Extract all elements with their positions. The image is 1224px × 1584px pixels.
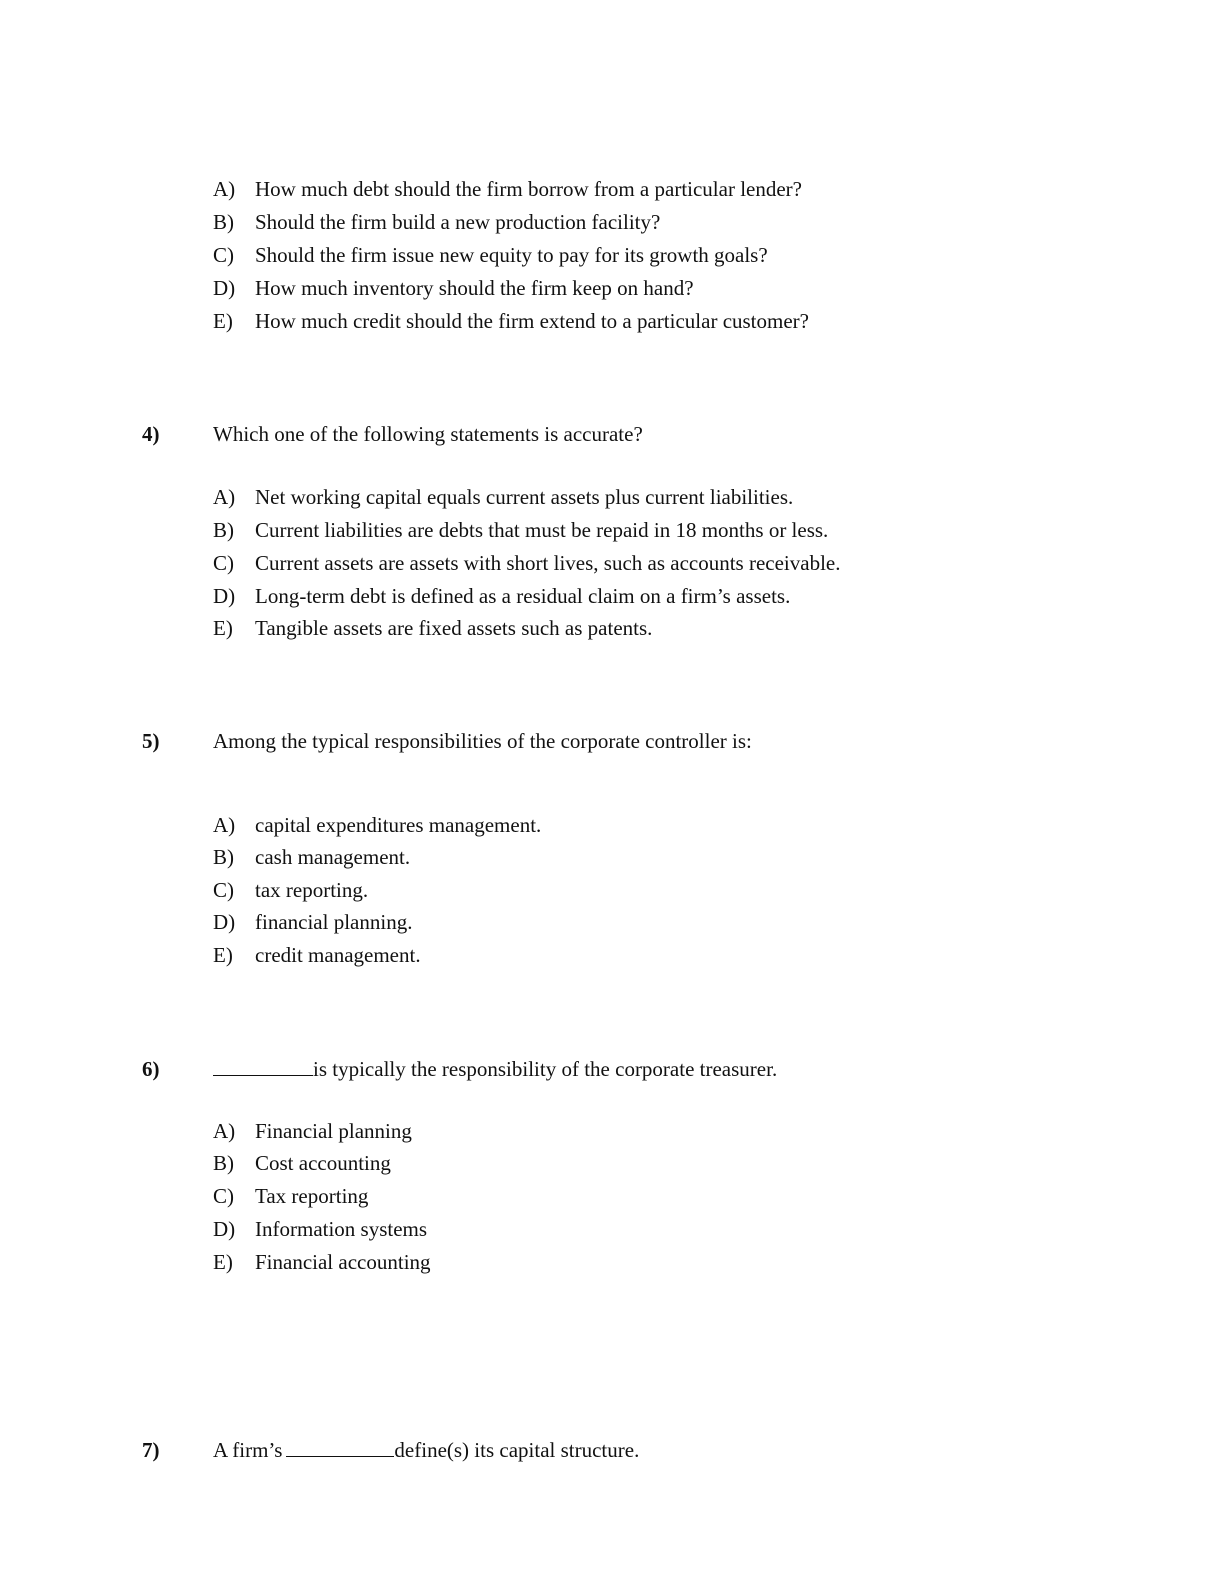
- choice-text: credit management.: [255, 943, 421, 967]
- choice-letter: D): [213, 584, 236, 608]
- choice-letter: E): [213, 943, 233, 967]
- q4-choice-a: [213, 484, 793, 510]
- choice-letter: E): [213, 616, 233, 640]
- choice-text: cash management.: [255, 845, 411, 869]
- choice-letter: B): [213, 210, 234, 234]
- choice-text: Information systems: [255, 1217, 428, 1241]
- choice-letter: C): [213, 243, 234, 267]
- choice-letter: E): [213, 1250, 233, 1274]
- q3-choice-a: [213, 176, 802, 202]
- choice-letter: A): [213, 1119, 236, 1143]
- choice-letter: C): [213, 551, 234, 575]
- choice-letter: E): [213, 309, 233, 333]
- q7-question: [213, 1437, 639, 1463]
- choice-text: Cost accounting: [255, 1151, 391, 1175]
- q4-question: Which one of the following statements is accurate?: [213, 422, 643, 446]
- q5-choice-c: [213, 877, 368, 903]
- choice-letter: B): [213, 1151, 234, 1175]
- q5-choice-a: [213, 812, 541, 838]
- q5-choice-b: [213, 844, 410, 870]
- choice-letter: D): [213, 276, 236, 300]
- q3-choice-b: [213, 209, 660, 235]
- choice-text: Current liabilities are debts that must be repaid in 18 months or less.: [255, 518, 829, 542]
- q6-number: 6): [142, 1057, 160, 1081]
- choice-letter: B): [213, 845, 234, 869]
- q7-number: 7): [142, 1438, 160, 1462]
- q4-choice-c: [213, 550, 841, 576]
- choice-text: financial planning.: [255, 910, 413, 934]
- q6-question: [213, 1056, 777, 1082]
- choice-letter: C): [213, 878, 234, 902]
- q5-question: Among the typical responsibilities of the corporate controller is:: [213, 729, 752, 753]
- choice-text: Long-term debt is defined as a residual claim on a firm’s assets.: [255, 584, 791, 608]
- q4-choice-e: [213, 615, 652, 641]
- q4-choice-b: [213, 517, 828, 543]
- q6-choice-d: [213, 1216, 427, 1242]
- choice-letter: A): [213, 813, 236, 837]
- q3-choice-e: [213, 308, 809, 334]
- choice-letter: A): [213, 485, 236, 509]
- q6-choice-e: [213, 1249, 431, 1275]
- choice-letter: C): [213, 1184, 234, 1208]
- choice-text: How much inventory should the firm keep on hand?: [255, 276, 694, 300]
- choice-text: Should the firm issue new equity to pay for its growth goals?: [255, 243, 768, 267]
- choice-text: Financial planning: [255, 1119, 412, 1143]
- q5-choice-d: [213, 909, 412, 935]
- q3-choice-c: [213, 242, 768, 268]
- choice-text: Financial accounting: [255, 1250, 431, 1274]
- q3-choice-d: [213, 275, 694, 301]
- choice-text: Net working capital equals current assets plus current liabilities.: [255, 485, 794, 509]
- q6-choice-b: [213, 1150, 391, 1176]
- q4-choice-d: [213, 583, 790, 609]
- choice-letter: D): [213, 910, 236, 934]
- answer-blank: [286, 1438, 394, 1457]
- choice-letter: D): [213, 1217, 236, 1241]
- q6-choice-a: [213, 1118, 412, 1144]
- choice-text: How much credit should the firm extend to a particular customer?: [255, 309, 809, 333]
- q7-question-prefix: A firm’s: [213, 1438, 283, 1462]
- choice-text: Should the firm build a new production facility?: [255, 210, 661, 234]
- q4-number: 4): [142, 422, 160, 446]
- q7-question-suffix: define(s) its capital structure.: [394, 1438, 640, 1462]
- choice-text: Current assets are assets with short lives, such as accounts receivable.: [255, 551, 841, 575]
- choice-text: Tangible assets are fixed assets such as patents.: [255, 616, 653, 640]
- q6-choice-c: [213, 1183, 368, 1209]
- choice-letter: A): [213, 177, 236, 201]
- q6-question-text: is typically the responsibility of the corporate treasurer.: [313, 1057, 778, 1081]
- q5-choice-e: [213, 942, 421, 968]
- choice-text: How much debt should the firm borrow from a particular lender?: [255, 177, 802, 201]
- q5-number: 5): [142, 729, 160, 753]
- choice-text: capital expenditures management.: [255, 813, 542, 837]
- choice-text: tax reporting.: [255, 878, 369, 902]
- choice-text: Tax reporting: [255, 1184, 369, 1208]
- choice-letter: B): [213, 518, 234, 542]
- answer-blank: [213, 1057, 313, 1076]
